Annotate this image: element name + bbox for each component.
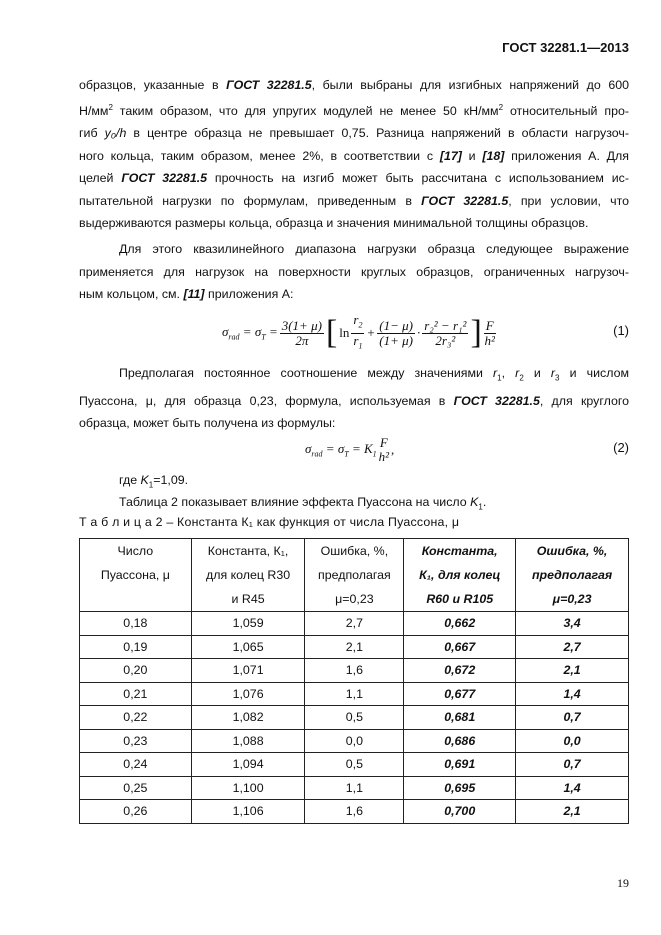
table-cell: 1,4 [516, 776, 629, 800]
header-cell-line: μ=0,23 [335, 592, 374, 606]
para1-line-2: $Н/мм^2$ таким образом, что для упругих модулей не менее 50 $кН/мм^2$ относительный про- [79, 102, 629, 118]
table-cell: 1,4 [516, 682, 629, 706]
table-cell: 0,0 [516, 729, 629, 753]
header-cell-line: Пуассона, μ [100, 568, 170, 582]
table-cell: 0,691 [404, 753, 516, 777]
header-cell-line: К₁, для колец [419, 568, 501, 582]
paragraph-3 [79, 362, 629, 435]
header-cell-line: Число [117, 544, 154, 558]
para1-line-4: ного кольца, таким образом, менее 2%, в соответствии с [17] и [18] приложения А. Для [79, 148, 629, 163]
table-cell: 1,6 [305, 800, 404, 824]
para1-line-7: выдерживаются размеры кольца, образца и значения минимальной толщины образцов. [79, 216, 589, 231]
table-cell: 0,19 [80, 635, 192, 659]
para2-line-3: ным кольцом, см. [11] приложения А: [79, 287, 294, 301]
para1-line-3: гиб y₀/h в центре образца не превышает 0,75. Разница напряжений в области нагрузоч- [79, 126, 629, 141]
table-caption: Т а б л и ц а 2 – Константа К₁ как функция от числа Пуассона, μ [79, 515, 460, 529]
table-cell: 1,6 [305, 659, 404, 683]
header-cell-line: R60 и R105 [426, 592, 494, 606]
para3-line-1: Предполагая постоянное соотношение между значениями $r_1$, $r_2$ и $r_3$ и числом [119, 366, 629, 383]
table-cell: 0,22 [80, 706, 192, 730]
header-cell-line: предполагая [531, 568, 613, 582]
table-cell: 2,7 [516, 635, 629, 659]
table-cell: 0,21 [80, 682, 192, 706]
table-row [80, 635, 629, 659]
page-number: 19 [617, 876, 629, 890]
equation-1-number: (1) [613, 323, 629, 338]
table-row [80, 729, 629, 753]
table-row [80, 776, 629, 800]
header-cell-line: предполагая [318, 568, 391, 582]
table-cell: 0,677 [404, 682, 516, 706]
table-row [80, 682, 629, 706]
paragraph-2 [79, 238, 629, 306]
para1-line-5: целей ГОСТ 32281.5 прочность на изгиб может быть рассчитана с использованием ис- [79, 171, 630, 186]
table-cell: 1,071 [191, 659, 305, 683]
table-row [80, 659, 629, 683]
table-cell: 2,1 [305, 635, 404, 659]
table-cell: 0,700 [404, 800, 516, 824]
table-cell: 2,1 [516, 800, 629, 824]
header-cell-line: Ошибка, %, [320, 544, 389, 558]
para2-line-2: применяется для нагрузок на поверхности круглых образцов, ограниченных нагрузоч- [79, 264, 629, 279]
table-cell: 0,681 [404, 706, 516, 730]
table-cell: 1,065 [191, 635, 305, 659]
para2-line-1: Для этого квазилинейного диапазона нагрузки образца следующее выражение [119, 242, 629, 256]
table-cell: 0,26 [80, 800, 192, 824]
table-cell: 0,23 [80, 729, 192, 753]
paragraph-1 [79, 74, 629, 235]
where-line: где $K_1=1,09$. [119, 473, 189, 490]
table-cell: 0,5 [305, 753, 404, 777]
table-cell: 0,25 [80, 776, 192, 800]
table-header-row [80, 539, 629, 612]
table-cell: 1,106 [191, 800, 305, 824]
header-cell-line: и R45 [231, 592, 265, 606]
table-row [80, 612, 629, 636]
table-cell: 0,24 [80, 753, 192, 777]
table-row [80, 706, 629, 730]
header-cell-line: для колец R30 [205, 568, 291, 582]
para1-line-1: образцов, указанные в ГОСТ 32281.5, были выбраны для изгибных напряжений до 600 [79, 78, 629, 92]
table-cell: 0,667 [404, 635, 516, 659]
header-cell-line: Константа, [421, 544, 498, 558]
header-cell [191, 539, 305, 612]
table-cell: 0,0 [305, 729, 404, 753]
table-cell: 0,5 [305, 706, 404, 730]
header-cell-line: μ=0,23 [552, 592, 592, 606]
table-cell: 0,7 [516, 753, 629, 777]
table-cell: 1,100 [191, 776, 305, 800]
poisson-table [79, 538, 629, 824]
table-row [80, 753, 629, 777]
table-cell: 0,686 [404, 729, 516, 753]
table-cell: 0,18 [80, 612, 192, 636]
header-cell-line: Константа, К₁, [207, 544, 289, 558]
table-cell: 0,7 [516, 706, 629, 730]
header-cell [305, 539, 404, 612]
table-cell: 0,672 [404, 659, 516, 683]
header-cell-line: Ошибка, %, [536, 544, 608, 558]
table-cell: 1,082 [191, 706, 305, 730]
equation-1: $\sigma_{rad} = \sigma_T$ = $\frac{3(1+ \mu)}{2\pi}$ [ ln $\frac{r_2}{r_1}$ + $\frac{(1- \mu)}{(1+ \mu)}$ · $\frac{\text{r₂² − r₁²}}{\text{2r₃²}}$ ] $\frac{F}{\text{h²}}$ [222, 311, 495, 351]
table-cell: 0,20 [80, 659, 192, 683]
table-cell: 1,076 [191, 682, 305, 706]
table-cell: 3,4 [516, 612, 629, 636]
header-cell [516, 539, 629, 612]
table-row [80, 800, 629, 824]
table-cell: 1,088 [191, 729, 305, 753]
table-cell: 0,695 [404, 776, 516, 800]
para1-line-6: пытательной нагрузки по формулам, приведенным в ГОСТ 32281.5, при условии, что [79, 193, 629, 208]
table-cell: 1,094 [191, 753, 305, 777]
equation-2-number: (2) [613, 440, 629, 455]
table-cell: 2,7 [305, 612, 404, 636]
table-cell: 1,1 [305, 776, 404, 800]
header-cell [80, 539, 192, 612]
para3-line-3: образца, может быть получена из формулы: [79, 416, 336, 431]
table-cell: 1,1 [305, 682, 404, 706]
table-intro: Таблица 2 показывает влияние эффекта Пуассона на число $K_1$. [119, 495, 487, 512]
table-cell: 2,1 [516, 659, 629, 683]
table-cell: 0,662 [404, 612, 516, 636]
table-cell: 1,059 [191, 612, 305, 636]
document-header: ГОСТ 32281.1—2013 [502, 40, 629, 55]
header-cell [404, 539, 516, 612]
para3-line-2: Пуассона, μ, для образца 0,23, формула, используемая в ГОСТ 32281.5, для круглого [79, 393, 630, 408]
equation-2: $\sigma_{rad} = \sigma_T = K_1$ F h² , [305, 435, 395, 464]
